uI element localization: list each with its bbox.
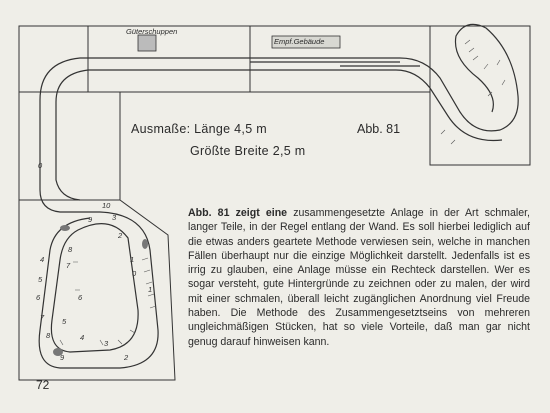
mountain-hatching bbox=[60, 258, 156, 345]
caption-text: zusammengesetzte Anlage in der Art schmaler, langer Teile, in der Regel entlang der Wand. Es soll hierbei lediglich auf die etwas anders geartete Methode verwiesen sein, welche in manchen Fällen überhaupt nur die einzige Möglichkeit darstellt. Jedenfalls ist es irrig zu glauben, eine Anlage müsse ein Rechteck darstellen. Wer es sogar versteht, gute Hintergründe zu zeichnen oder zu malen, der wird mit einer schmalen, überall leicht zugänglichen Anordnung viel Freude haben. Die Methode des Zusammengesetztseins von mehreren ungleichmäßigen Stücken, hat so viele Vorteile, daß man gar nicht genug darauf hinweisen kann. bbox=[188, 207, 530, 348]
gradient-marker: 6 bbox=[78, 293, 83, 302]
caption-paragraph bbox=[188, 206, 530, 349]
tunnel-portal bbox=[142, 239, 148, 249]
gradient-marker: 7 bbox=[66, 261, 71, 270]
dimensions-width: Größte Breite 2,5 m bbox=[190, 144, 306, 158]
gradient-marker: 5 bbox=[62, 317, 67, 326]
tunnel-portal bbox=[60, 225, 70, 231]
caption-lead: Abb. 81 zeigt eine bbox=[188, 207, 288, 219]
gradient-marker: 9 bbox=[88, 215, 93, 224]
track-descent-inner bbox=[56, 102, 80, 200]
gradient-marker: 5 bbox=[38, 275, 43, 284]
gradient-marker: 8 bbox=[46, 331, 51, 340]
gradient-marker: 2 bbox=[124, 353, 129, 362]
track-descent bbox=[39, 100, 158, 368]
gradient-marker: 10 bbox=[102, 201, 111, 210]
gradient-marker: 0 bbox=[132, 269, 137, 278]
gradient-marker: 0 bbox=[38, 161, 43, 170]
gradient-marker: 3 bbox=[104, 339, 109, 348]
gradient-marker: 6 bbox=[36, 293, 41, 302]
gradient-marker: 4 bbox=[80, 333, 85, 342]
mountain-hatching bbox=[441, 40, 505, 144]
track-main-inner bbox=[56, 70, 502, 141]
gradient-marker: 1 bbox=[148, 285, 153, 294]
gradient-marker: 7 bbox=[40, 313, 45, 322]
dimensions-length: Ausmaße: Länge 4,5 m bbox=[131, 122, 267, 136]
empfangsgebaeude-label: Empf.Gebäude bbox=[274, 37, 325, 46]
gueterschuppen-building bbox=[138, 35, 156, 51]
gradient-marker: 3 bbox=[112, 213, 117, 222]
gradient-marker: 2 bbox=[118, 231, 123, 240]
track-loop bbox=[51, 224, 138, 352]
gradient-marker: 9 bbox=[60, 353, 65, 362]
gradient-marker: 4 bbox=[40, 255, 45, 264]
figure-label: Abb. 81 bbox=[357, 122, 401, 136]
gradient-marker: 1 bbox=[130, 255, 135, 264]
gueterschuppen-label: Güterschuppen bbox=[126, 27, 178, 36]
gradient-marker: 8 bbox=[68, 245, 73, 254]
page-number: 72 bbox=[36, 378, 50, 392]
